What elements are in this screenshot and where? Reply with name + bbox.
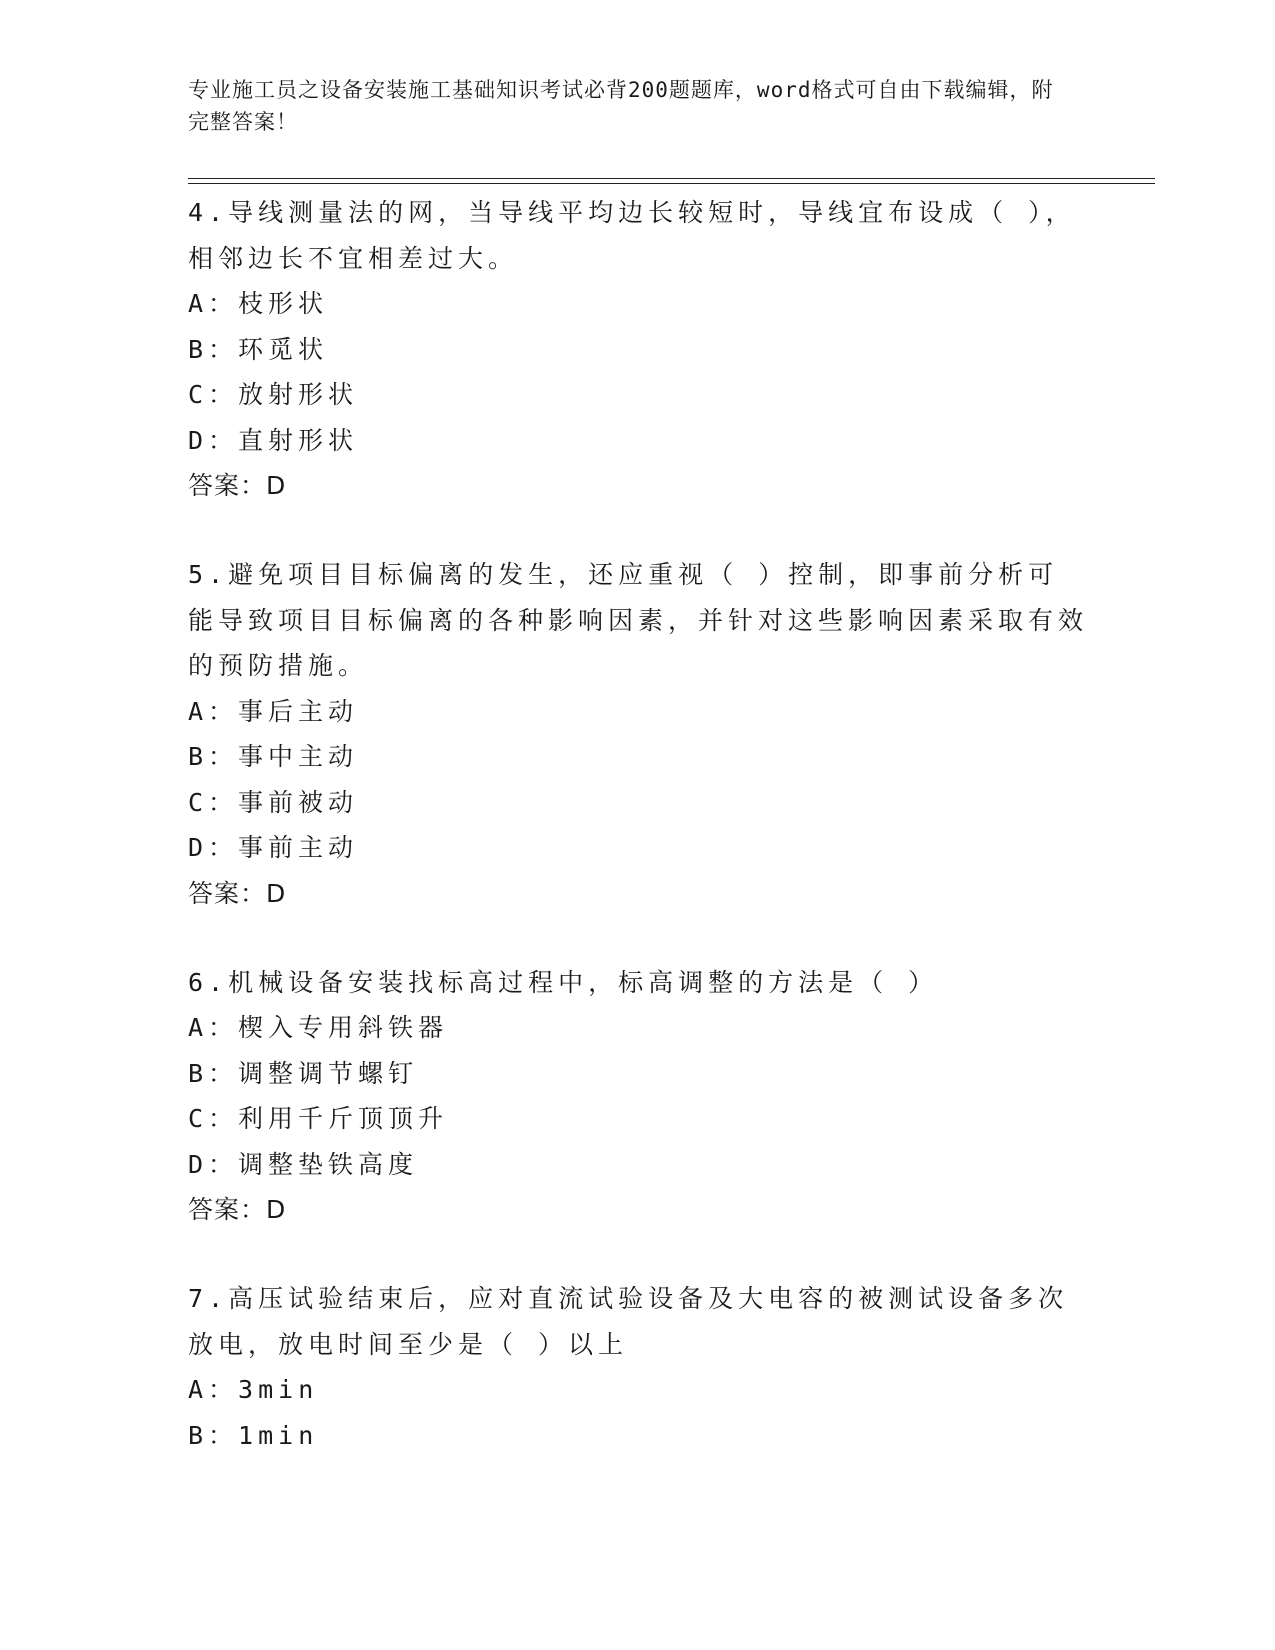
- document-header: 专业施工员之设备安装施工基础知识考试必背200题题库，word格式可自由下载编辑，附完整答案！: [188, 78, 1054, 134]
- question-7: [188, 1276, 1088, 1458]
- header-divider-bottom: [188, 183, 1155, 184]
- option-a: A：枝形状: [188, 289, 329, 318]
- answer-line: 答案：D: [188, 878, 287, 908]
- question-stem: 4.导线测量法的网，当导线平均边长较短时，导线宜布设成（ ），相邻边长不宜相差过大。: [188, 198, 1076, 273]
- option-b: B：1min: [188, 1420, 319, 1450]
- option-b: B：环觅状: [188, 334, 329, 364]
- question-6: [188, 960, 1088, 1234]
- answer-line: 答案：D: [188, 1195, 287, 1224]
- option-a: A：事后主动: [188, 696, 359, 726]
- option-d: D：直射形状: [188, 425, 359, 455]
- question-stem: 5.避免项目目标偏离的发生，还应重视（ ）控制，即事前分析可能导致项目目标偏离的各种影响因素，并针对这些影响因素采取有效的预防措施。: [188, 560, 1089, 680]
- option-b: B：事中主动: [188, 742, 359, 771]
- option-c: C：利用千斤顶顶升: [188, 1104, 449, 1133]
- option-a: A：3min: [188, 1375, 319, 1404]
- header-divider-top: [188, 178, 1155, 179]
- option-c: C：事前被动: [188, 787, 359, 817]
- option-b: B：调整调节螺钉: [188, 1058, 419, 1088]
- question-stem: 7.高压试验结束后，应对直流试验设备及大电容的被测试设备多次放电，放电时间至少是（ ）以上: [188, 1284, 1069, 1359]
- option-a: A：楔入专用斜铁器: [188, 1013, 449, 1042]
- question-list: [188, 190, 1088, 1501]
- question-4: [188, 190, 1088, 509]
- question-stem: 6.机械设备安装找标高过程中，标高调整的方法是（ ）: [188, 967, 939, 997]
- answer-line: 答案：D: [188, 471, 287, 500]
- option-d: D：事前主动: [188, 833, 359, 862]
- option-d: D：调整垫铁高度: [188, 1149, 419, 1179]
- option-c: C：放射形状: [188, 380, 359, 409]
- question-5: [188, 552, 1088, 917]
